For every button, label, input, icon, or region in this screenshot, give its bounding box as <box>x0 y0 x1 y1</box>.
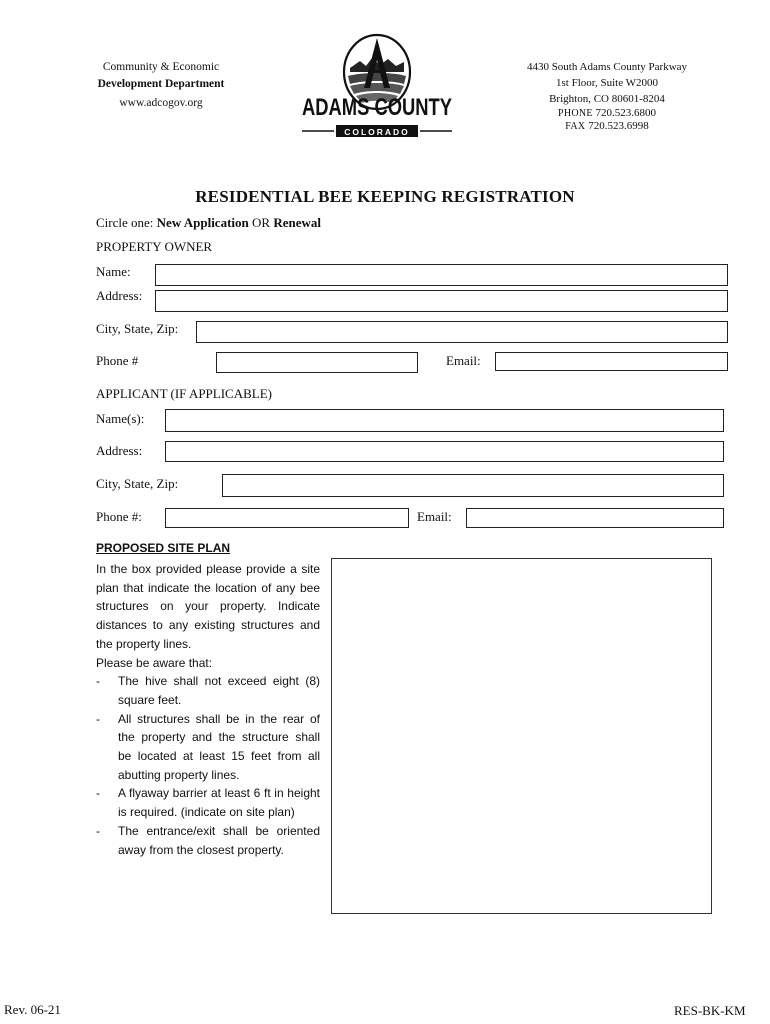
site-plan-intro: In the box provided please provide a site plan that indicate the location of any bee structures on your property. Indicate distances to any existing structures and the property lines. <box>96 562 320 651</box>
applicant-address-label: Address: <box>96 443 143 458</box>
fax-label: FAX <box>565 121 586 132</box>
bullet-dash: - <box>96 786 100 801</box>
phone-label: PHONE <box>557 108 593 119</box>
address-line-3: Brighton, CO 80601-8204 <box>549 93 665 105</box>
fax-number: 720.523.6998 <box>588 120 649 132</box>
bullet-text: The entrance/exit shall be oriented away from the closest property. <box>118 823 320 857</box>
owner-city-field[interactable] <box>196 321 728 343</box>
applicant-city-field[interactable] <box>222 474 724 497</box>
website: www.adcogov.org <box>119 97 203 109</box>
phone-line <box>507 107 707 120</box>
site-plan-instructions <box>96 560 320 859</box>
bullet-dash: - <box>96 823 100 838</box>
owner-email-label: Email: <box>446 353 481 368</box>
site-plan-drawing-box[interactable] <box>331 558 712 914</box>
list-item <box>96 822 320 859</box>
revision-label: Rev. 06-21 <box>4 1002 61 1017</box>
logo-sub: COLORADO <box>344 127 410 137</box>
applicant-email-field[interactable] <box>466 508 724 528</box>
owner-address-label: Address: <box>96 288 143 303</box>
applicant-city-label: City, State, Zip: <box>96 476 179 491</box>
bullet-dash: - <box>96 674 100 689</box>
owner-name-label: Name: <box>96 264 131 279</box>
owner-phone-field[interactable] <box>216 352 418 373</box>
owner-address-field[interactable] <box>155 290 728 312</box>
applicant-name-label: Name(s): <box>96 411 145 426</box>
site-plan-heading: PROPOSED SITE PLAN <box>96 541 231 555</box>
site-plan-aware: Please be aware that: <box>96 655 213 670</box>
owner-name-field[interactable] <box>155 264 728 286</box>
applicant-address-field[interactable] <box>165 441 724 462</box>
circle-one-or: OR <box>252 215 271 230</box>
list-item <box>96 784 320 821</box>
option-renewal[interactable]: Renewal <box>273 215 321 230</box>
owner-phone-label: Phone # <box>96 353 139 368</box>
bullet-dash: - <box>96 711 100 726</box>
address-line-2: 1st Floor, Suite W2000 <box>555 77 659 89</box>
fax-line <box>507 120 707 133</box>
logo-name: ADAMS COUNTY <box>302 94 452 121</box>
form-title: RESIDENTIAL BEE KEEPING REGISTRATION <box>195 187 575 206</box>
dept-line-2: Development Department <box>97 78 225 90</box>
address-line-1: 4430 South Adams County Parkway <box>526 61 688 73</box>
owner-city-label: City, State, Zip: <box>96 321 179 336</box>
list-item <box>96 672 320 709</box>
department-info <box>86 59 236 112</box>
form-code: RES-BK-KM <box>674 1003 746 1018</box>
owner-email-field[interactable] <box>495 352 728 371</box>
bullet-text: All structures shall be in the rear of the property and the structure shall be located at least 15 feet from all abutting property lines. <box>118 711 320 782</box>
property-owner-heading: PROPERTY OWNER <box>96 239 213 254</box>
applicant-name-field[interactable] <box>165 409 724 432</box>
phone-number: 720.523.6800 <box>595 107 657 119</box>
applicant-heading: APPLICANT (IF APPLICABLE) <box>96 386 273 401</box>
circle-one-line <box>96 215 321 231</box>
applicant-phone-field[interactable] <box>165 508 409 528</box>
applicant-phone-label: Phone #: <box>96 509 142 524</box>
bullet-text: A flyaway barrier at least 6 ft in height is required. (indicate on site plan) <box>118 786 320 820</box>
logo-emblem-icon <box>300 30 460 145</box>
list-item <box>96 710 320 785</box>
county-address <box>507 59 707 133</box>
option-new-application[interactable]: New Application <box>156 215 249 230</box>
circle-one-prefix: Circle one: <box>96 215 154 230</box>
dept-line-1: Community & Economic <box>102 61 220 73</box>
bullet-text: The hive shall not exceed eight (8) square feet. <box>118 674 320 707</box>
applicant-email-label: Email: <box>417 509 452 524</box>
adams-county-logo <box>300 30 460 145</box>
